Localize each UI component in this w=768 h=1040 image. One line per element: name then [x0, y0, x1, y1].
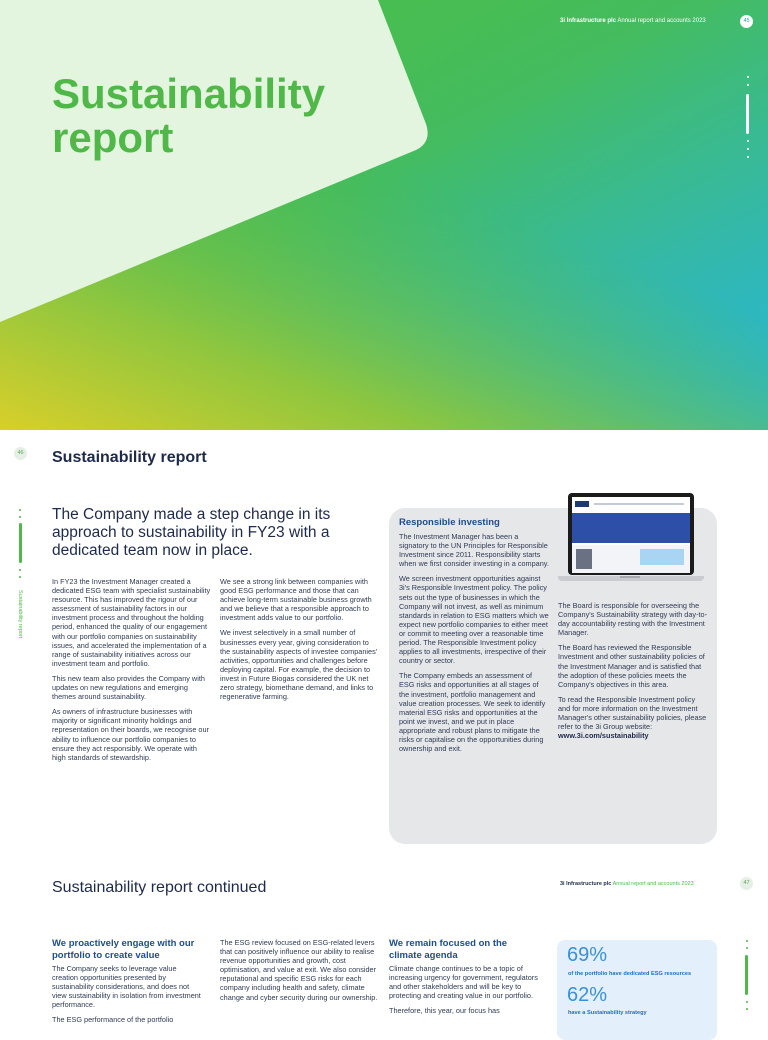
portrait-graphic [576, 549, 592, 569]
hero-graphic [572, 513, 690, 543]
stat-value: 62% [567, 984, 608, 1006]
section-nav-dot[interactable] [747, 84, 749, 86]
body-column-1 [52, 964, 202, 1031]
paragraph: As owners of infrastructure businesses with majority or significant minority holdings and representation on their boards, we recognise our ability to influence our portfolio companies to ensure they act responsibly. We operate with high standards of stewardship. [52, 707, 209, 762]
paragraph: The Board has reviewed the Responsible Investment and other sustainability policies of the Investment Manager and is satisfied that the adoption of these policies meets the Company's objectives in this area. [558, 643, 705, 689]
cover-title-line1: Sustainability [52, 70, 326, 117]
paragraph: This new team also provides the Company with updates on new regulations and emerging themes around sustainability. [52, 673, 205, 702]
section-nav-dot[interactable] [746, 940, 748, 942]
paragraph: To read the Responsible Investment policy and for more information on the Investment Manager's other sustainability policies, please refer to the 3i Group website: [558, 694, 707, 732]
page-number-badge: 45 [740, 15, 753, 28]
paragraph: Climate change continues to be a topic of increasing urgency for government, regulators and other stakeholders and will be key to protecting and creating value in our portfolio. [389, 964, 538, 1001]
logo-icon [575, 501, 589, 507]
paragraph: The Board is responsible for overseeing the Company's Sustainability strategy with day-to-day accountability resting with the Investment Manager. [558, 601, 708, 638]
section-nav-dot[interactable] [747, 148, 749, 150]
cover-header-company: 3i Infrastructure plc [560, 18, 617, 24]
cover-background [0, 0, 768, 430]
body-column-2 [220, 577, 378, 707]
section-nav[interactable] [745, 76, 751, 158]
section-nav-dot[interactable] [19, 516, 21, 518]
paragraph: We see a strong link between companies with good ESG performance and those that can achieve long-term sustainable business growth and we believe that a responsible approach to investment adds value to our portfolio. [220, 577, 372, 623]
paragraph: The ESG review focused on ESG-related levers that can positively influence our ability to realise revenue opportunities and growth, cost optimisation, and value at exit. We also consider reputational and specific ESG risks for each company including health and safety, climate change and cyber security during our ownership. [220, 938, 378, 1002]
paragraph: The ESG performance of the portfolio [52, 1015, 174, 1025]
paragraph: The Company embeds an assessment of ESG risks and opportunities at all stages of the investment, portfolio management and value creation processes. We seek to identify material ESG risks and opportunities at the point we invest, and we put in place appropriate and robust plans to mitigate the risks or capitalise on the opportunities during ownership and exit. [399, 671, 546, 754]
cover-title [52, 72, 372, 160]
cover-header [560, 18, 706, 24]
page-header-report: Annual report and accounts 2023 [612, 881, 694, 887]
nav-bar-graphic [594, 503, 684, 505]
section-nav-dot[interactable] [746, 1008, 748, 1010]
cover-header-report: Annual report and accounts 2023 [617, 18, 706, 24]
paragraph: The Company seeks to leverage value creation opportunities presented by sustainability considerations, and does not view sustainability in isolation from investment performance. [52, 964, 201, 1010]
paragraph: In FY23 the Investment Manager created a dedicated ESG team with specialist sustainability resource. This has improved the rigour of our assessment of sustainability factors in our investment process and throughout the holding period, enhanced the quality of our engagement with our portfolio companies on sustainability issues, and accelerated the implementation of a range of sustainability initiatives across our investment team and portfolio. [52, 577, 211, 668]
lead-paragraph: The Company made a step change in its approach to sustainability in FY23 with a dedicated team now in place. [52, 506, 331, 559]
body-column-2 [220, 938, 380, 1008]
subheading: We remain focused on the climate agenda [389, 938, 508, 961]
panel-heading: Responsible investing [399, 517, 500, 528]
side-section-label: Sustainability report [17, 590, 23, 639]
page-title: Sustainability report continued [52, 879, 267, 896]
cover-page [0, 0, 768, 430]
callout-graphic [640, 549, 684, 565]
section-nav-dot[interactable] [747, 156, 749, 158]
section-nav-dot[interactable] [746, 947, 748, 949]
stat-label: of the portfolio have dedicated ESG resources [568, 971, 692, 977]
section-nav-dot[interactable] [747, 76, 749, 78]
body-column-3 [389, 964, 539, 1021]
section-nav-dot[interactable] [19, 576, 21, 578]
stat-label: have a Sustainability strategy [568, 1010, 647, 1016]
laptop-notch [620, 576, 640, 578]
panel-column-2 [558, 601, 708, 740]
section-nav-dot[interactable] [19, 509, 21, 511]
page-number-badge: 47 [740, 877, 753, 890]
page-header [560, 881, 694, 887]
paragraph: We screen investment opportunities against 3i's Responsible Investment policy. The policy sets out the type of businesses in which the Company will not invest, as well as minimum standards in relation to ESG matters which we expect new portfolio companies to either meet or commit to meeting over a reasonable time period. The Responsible Investment policy applies to all investments, irrespective of their country or sector. [399, 574, 549, 666]
page-title: Sustainability report [52, 449, 207, 466]
paragraph: The Investment Manager has been a signatory to the UN Principles for Responsible Investment since 2011. Responsibility starts when we first consider investing in a company. [399, 532, 549, 569]
section-nav-dot[interactable] [746, 1001, 748, 1003]
paragraph: Therefore, this year, our focus has [389, 1006, 500, 1016]
paragraph: We invest selectively in a small number of businesses every year, giving consideration to the sustainability aspects of investee companies' activities, opportunities and challenges before deploying capital. For example, the decision to invest in Future Biogas considered the UK net zero strategy, biomethane demand, and links to regenerative farming. [220, 628, 378, 702]
website-screenshot [572, 497, 690, 573]
cover-title-line2: report [52, 114, 174, 161]
stat-value: 69% [567, 944, 608, 966]
section-nav-active[interactable] [745, 955, 748, 995]
sustainability-link[interactable]: www.3i.com/sustainability [558, 731, 649, 741]
section-nav-active[interactable] [746, 94, 749, 134]
page-number-badge: 46 [14, 447, 27, 460]
body-column-1 [52, 577, 212, 768]
panel-column-1 [399, 532, 549, 759]
section-nav-active[interactable] [19, 523, 22, 563]
subheading: We proactively engage with our portfolio to create value [52, 938, 195, 961]
section-nav-dot[interactable] [19, 569, 21, 571]
page-header-company: 3i Infrastructure plc [560, 881, 612, 887]
section-nav-dot[interactable] [747, 140, 749, 142]
